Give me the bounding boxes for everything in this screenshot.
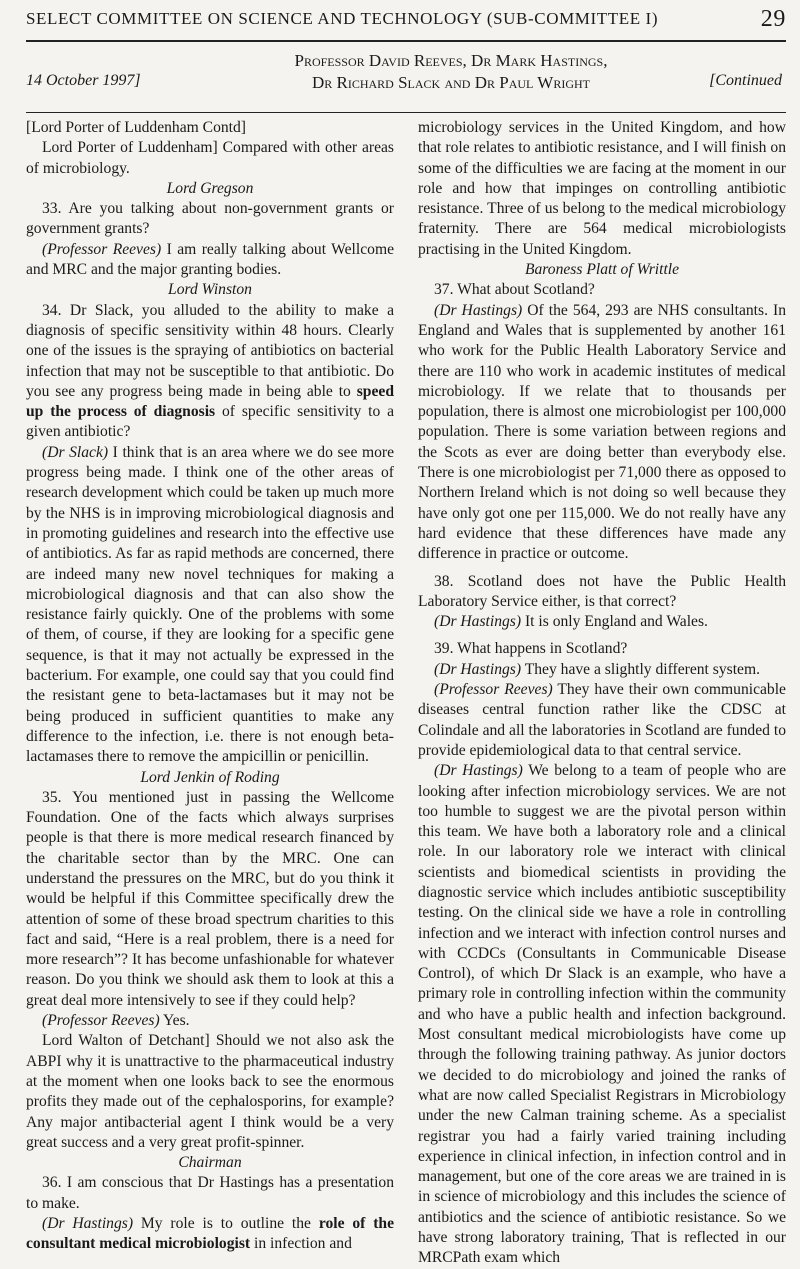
running-head — [26, 4, 786, 34]
speaker-heading: Baroness Platt of Writtle — [524, 261, 680, 279]
answer-35 — [26, 1011, 394, 1031]
speaker-label: Lord Porter of Luddenham] — [42, 139, 218, 157]
answer-36 — [26, 1214, 394, 1255]
speech-text: My role is to outline the — [140, 1215, 311, 1233]
walton-remark — [26, 1031, 394, 1153]
witness-line-1: Professor David Reeves, Dr Mark Hastings, — [294, 51, 608, 70]
question-37: 37. What about Scotland? — [434, 281, 595, 299]
question-36: 36. I am conscious that Dr Hastings has a presentation to make. — [26, 1174, 394, 1212]
question-35: 35. You mentioned just in passing the Wellcome Foundation. One of the facts which always surprises people is that there is more medical research financed by the charitable sector than by the MRC. One can understand the pressures on the MRC, but do you think it would be helpful if this Committee specifically drew the attention of some of these broad spectrum charities to this fact and said, “Here is a real problem, there is a need for more research”? It has become unfashionable for whatever reason. Do you think we should ask them to look at this a great deal more intensively to see if they could help? — [26, 788, 394, 1009]
speech-text: of specific sensitivity to a given antibiotic? — [26, 403, 395, 441]
speech-text: Compared with other areas of microbiology. — [26, 139, 395, 177]
speaker-label: (Dr Hastings) — [42, 1215, 134, 1233]
right-column — [418, 118, 786, 1269]
paragraph — [26, 138, 394, 179]
speaker-label: (Dr Hastings) — [434, 613, 522, 631]
answer-39-reeves — [418, 680, 786, 761]
speaker-label: (Dr Slack) — [42, 443, 109, 461]
speech-text: They have a slightly different system. — [524, 660, 760, 678]
speech-text: I am really talking about Wellcome and MRC and the major granting bodies. — [26, 240, 394, 279]
question-39: 39. What happens in Scotland? — [434, 640, 628, 658]
speech-text: in infection and — [254, 1235, 352, 1253]
speech-text: 34. Dr Slack, you alluded to the ability to make a diagnosis of specific sensitivity within 48 hours. Clearly one of the issues is the spraying of antibiotics on bacterial infection that may not be susceptible to that antibiotic. Do you see any progress being made in being able to — [26, 301, 394, 400]
answer-33 — [26, 240, 394, 281]
answer-37 — [418, 301, 786, 565]
answer-38 — [418, 612, 786, 632]
witness-list — [226, 50, 676, 94]
speaker-heading: Lord Gregson — [166, 179, 254, 197]
speaker-continued: [Lord Porter of Luddenham Contd] — [26, 119, 246, 136]
speech-text: Of the 564, 293 are NHS consultants. In England and Wales that is supplemented by another 161 who work for the Public Health Laboratory Service and there are 110 who work in academic institutes of medical microbiology. If we relate that to thousands per population, there is almost one microbiologist per 100,000 population. There is some variation between regions and the Scots as ever are doing better than everybody else. There is one microbiologist per 71,000 there as opposed to Northern Ireland which is not doing so well because they have only got one per 115,000. We do not really have any hard evidence that these differences have made any difference in practice or outcome. — [418, 301, 786, 563]
speaker-label: (Dr Hastings) — [434, 301, 523, 319]
speaker-label: (Dr Hastings) — [434, 660, 522, 678]
speech-text: They have their own communicable diseases central function rather like the CDSC at Colindale and all the laboratories in Scotland are funded to provide epidemiological data to that central service. — [418, 681, 786, 759]
continued-marker: [Continued — [709, 72, 782, 89]
speaker-heading: Chairman — [178, 1154, 242, 1172]
speaker-label: (Professor Reeves) — [42, 240, 162, 258]
page-number: 29 — [760, 5, 786, 32]
speaker-label: Lord Walton of Detchant] — [42, 1032, 210, 1050]
speech-text: I think that is an area where we do see more progress being made. I think one of the other areas of research development which could be taken up much more by the NHS is in improving microbiological diagnosis and in promoting guidelines and research into the effective use of antibiotics. As far as rapid methods are concerned, there are indeed many new novel techniques for making a microbiological diagnosis and that can also show the resistance fairly quickly. One of the problems with some of them, of course, if they are looking for a specific gene sequence, is that it may not actually be expressed in the bacterium. For example, one could say that you could find the resistant gene to beta-lactamases but it may not be being produced in sufficient quantities to make any difference to the infection, i.e. there is not enough beta-lactamases there to remove the ampicillin or penicillin. — [26, 443, 395, 766]
top-rule — [26, 40, 786, 42]
speaker-heading: Lord Winston — [168, 281, 252, 299]
highlighted-text: speed up the process of diagnosis — [26, 382, 394, 421]
header-rule — [26, 112, 786, 113]
speaker-label: (Professor Reeves) — [434, 681, 553, 699]
answer-39 — [418, 660, 786, 680]
session-date: 14 October 1997] — [26, 72, 141, 89]
highlighted-text: role of the consultant medical microbiologist — [26, 1215, 394, 1253]
publication-title: SELECT COMMITTEE ON SCIENCE AND TECHNOLOGY (SUB-COMMITTEE I) — [26, 9, 659, 28]
speaker-label: (Professor Reeves) — [42, 1012, 160, 1030]
answer-36-continued: microbiology services in the United Kingdom, and how that role relates to antibiotic resistance, and I will finish on some of the difficulties we are facing at the moment in our role and how that impinges on controlling antibiotic resistance. Three of us belong to the medical microbiology fraternity. There are 564 medical microbiologists practising in the United Kingdom. — [418, 119, 786, 258]
session-header — [26, 50, 786, 106]
question-34 — [26, 301, 394, 443]
speech-text: Yes. — [162, 1012, 190, 1030]
speaker-heading: Lord Jenkin of Roding — [140, 768, 280, 786]
speech-text: It is only England and Wales. — [524, 613, 708, 631]
speaker-label: (Dr Hastings) — [434, 762, 523, 780]
speech-text: We belong to a team of people who are looking after infection microbiology services. We are not too humble to suggest we are the pivotal person within this team. We have both a laboratory role and a clinical role. In our laboratory role we interact with clinical scientists and biomedical scientists in providing the diagnostic service which includes antibiotic susceptibility testing. On the clinical side we have a role in controlling infection and we interact with infection control nurses and with CCDCs (Consultants in Communicable Disease Control), of which Dr Slack is an example, who have a primary role in controlling infection within the community and who have a public health and infection background. Most consultant medical microbiologists have come up through the following training pathway. As junior doctors we decided to do microbiology and joined the ranks of what are now called Specialist Registrars in Microbiology under the new Calman training scheme. As a specialist registrar you had a fairly varied training including experience in clinical infection, in infection control and in management, but one of the core areas we are trained in is in science of microbiology and this includes the science of antibiotics and the science of antibiotic resistance. So we have strong laboratory training, That is reflected in our MRCPath exam which — [418, 762, 786, 1267]
text-columns — [26, 118, 786, 1269]
answer-34 — [26, 443, 394, 768]
question-33: 33. Are you talking about non-government grants or government grants? — [26, 200, 394, 238]
question-38: 38. Scotland does not have the Public Health Laboratory Service either, is that correct? — [418, 572, 786, 610]
left-column — [26, 118, 394, 1269]
answer-39-hastings — [418, 761, 786, 1268]
witness-line-2: Dr Richard Slack and Dr Paul Wright — [311, 73, 591, 92]
speech-text: Should we not also ask the ABPI why it is unattractive to the pharmaceutical industry at the moment when one looks back to see the enormous profits they made out of the cephalosporins, for example? Any major antibacterial agent I think would be a very great success and a very great profit-spinner. — [26, 1032, 395, 1151]
